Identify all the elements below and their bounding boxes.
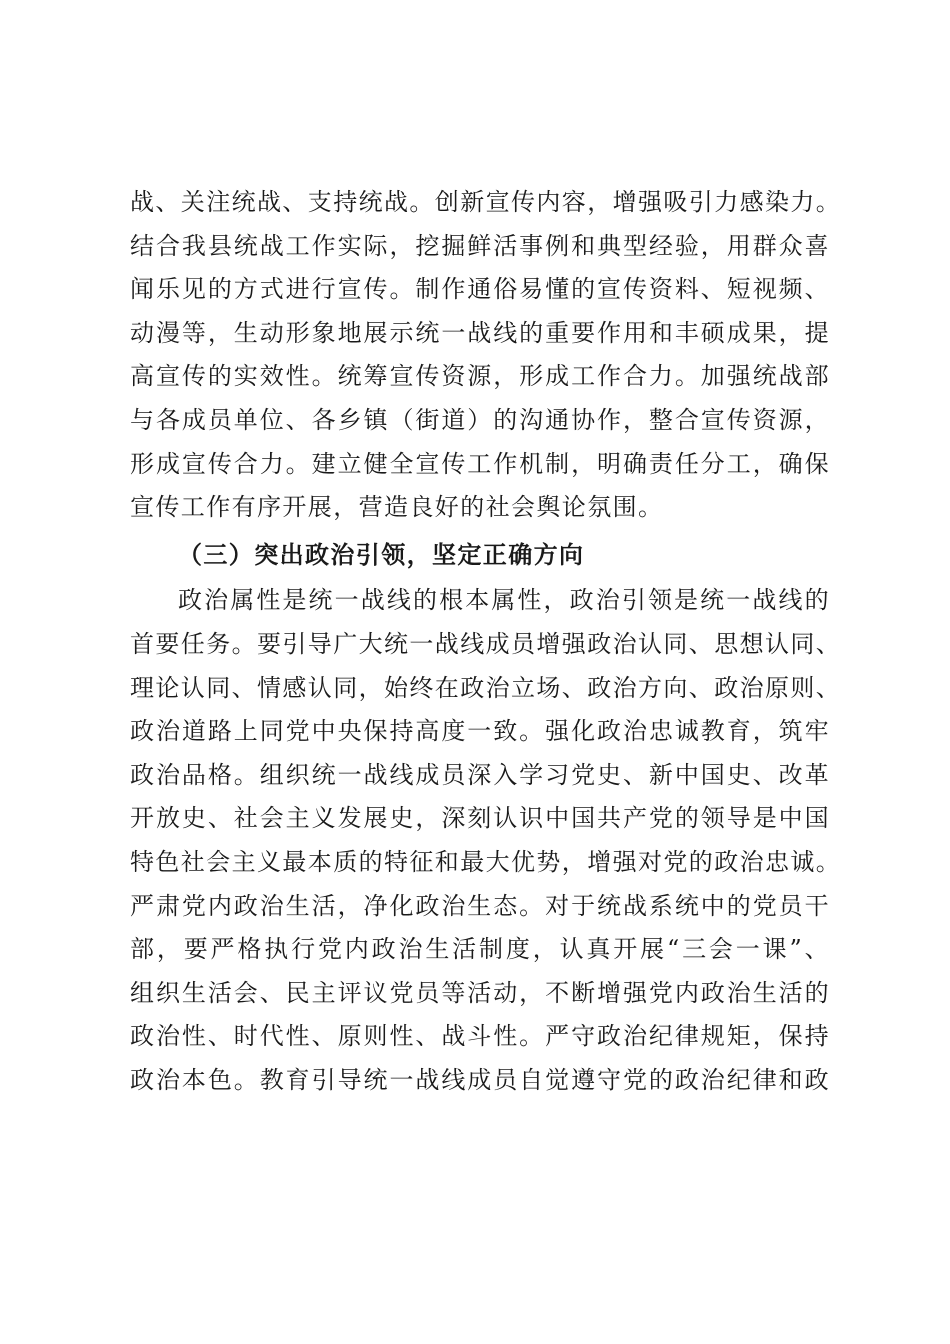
section-heading-3: （三）突出政治引领，坚定正确方向: [178, 540, 585, 569]
text-line: 闻乐见的方式进行宣传。制作通俗易懂的宣传资料、短视频、: [130, 275, 830, 304]
text-line: 与各成员单位、各乡镇（街道）的沟通协作，整合宣传资源，: [130, 405, 830, 434]
text-line: 政治属性是统一战线的根本属性，政治引领是统一战线的: [178, 586, 830, 615]
paragraph-political-guidance: [130, 579, 842, 1102]
text-line: 形成宣传合力。建立健全宣传工作机制，明确责任分工，确保: [130, 449, 830, 478]
paragraph-publicity: [130, 181, 842, 530]
text-line: 高宣传的实效性。统筹宣传资源，形成工作合力。加强统战部: [130, 362, 830, 391]
text-line: 政治道路上同党中央保持高度一致。强化政治忠诚教育，筑牢: [130, 717, 830, 746]
text-line: 结合我县统战工作实际，挖掘鲜活事例和典型经验，用群众喜: [130, 231, 830, 260]
text-line: 理论认同、情感认同，始终在政治立场、政治方向、政治原则、: [130, 673, 842, 702]
text-line: 部，要严格执行党内政治生活制度，认真开展“三会一课”、: [130, 935, 830, 964]
text-line: 严肃党内政治生活，净化政治生态。对于统战系统中的党员干: [130, 891, 830, 920]
text-line: 政治性、时代性、原则性、战斗性。严守政治纪律规矩，保持: [130, 1022, 830, 1051]
text-line: 动漫等，生动形象地展示统一战线的重要作用和丰硕成果，提: [130, 318, 830, 347]
text-line: 特色社会主义最本质的特征和最大优势，增强对党的政治忠诚。: [130, 847, 842, 876]
text-line: 组织生活会、民主评议党员等活动，不断增强党内政治生活的: [130, 978, 830, 1007]
document-body: [130, 181, 842, 1102]
text-line: 开放史、社会主义发展史，深刻认识中国共产党的领导是中国: [130, 804, 830, 833]
text-line: 战、关注统战、支持统战。创新宣传内容，增强吸引力感染力。: [130, 188, 842, 216]
text-line: 首要任务。要引导广大统一战线成员增强政治认同、思想认同、: [130, 629, 842, 658]
text-line: 政治本色。教育引导统一战线成员自觉遵守党的政治纪律和政: [130, 1065, 830, 1094]
text-line: 政治品格。组织统一战线成员深入学习党史、新中国史、改革: [130, 760, 830, 789]
text-line: 宣传工作有序开展，营造良好的社会舆论氛围。: [130, 493, 664, 522]
